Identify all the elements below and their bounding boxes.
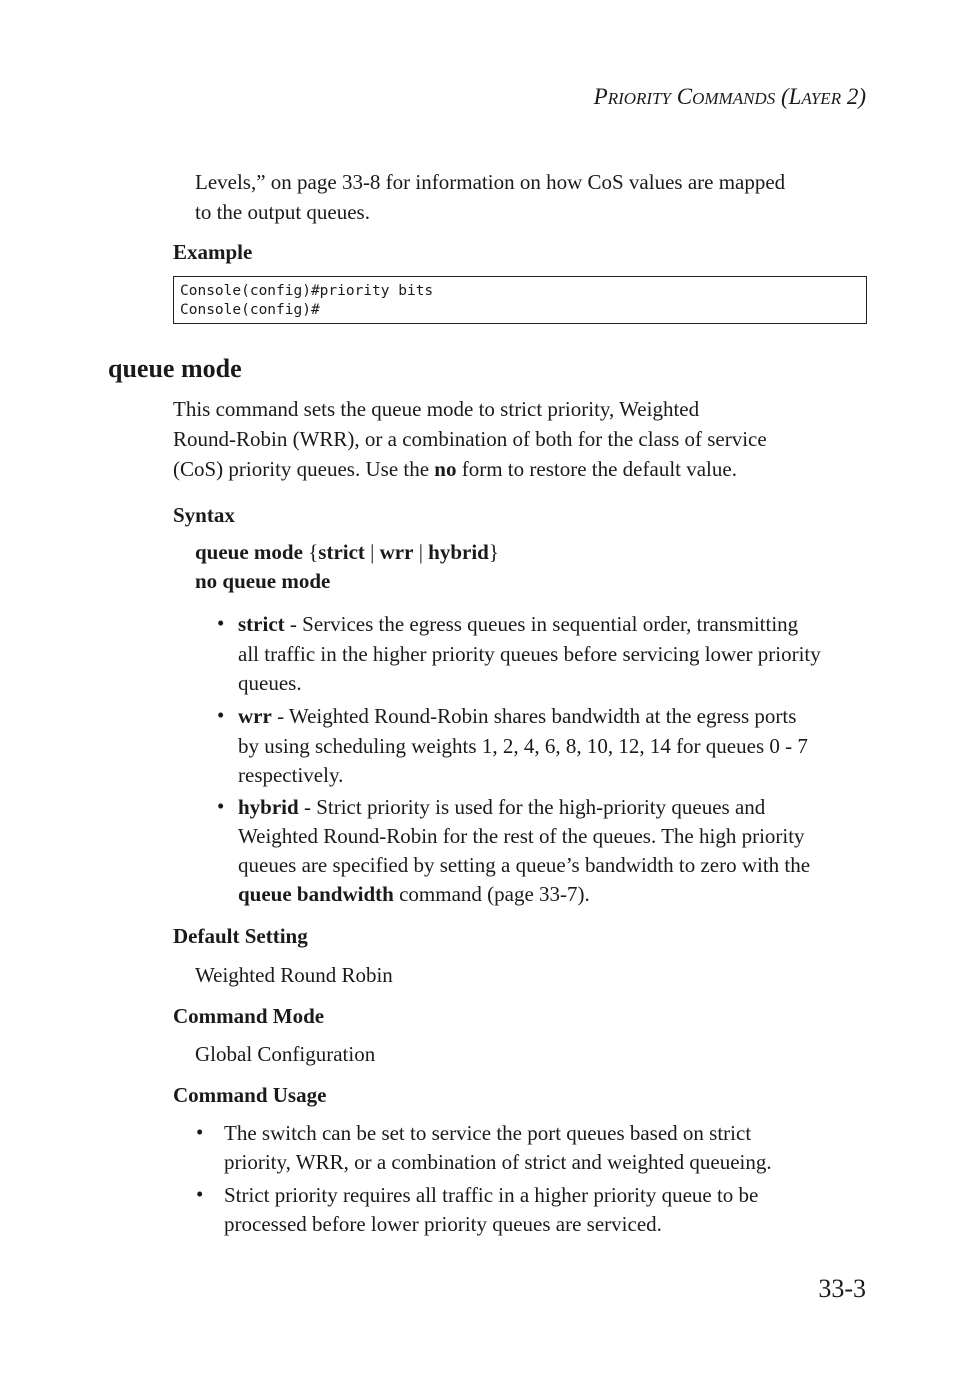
usage-item: Strict priority requires all traffic in a higher priority queue to be processed before lower priority queues are serviced.: [224, 1183, 759, 1236]
list-item-hybrid: hybrid - Strict priority is used for the high-priority queues and Weighted Round-Robin for the rest of the queues. The high priority queues are specified by setting a queue’s bandwidth to zero with the queue bandwidth command (page 33-7).: [238, 795, 811, 906]
bullet-icon: •: [217, 611, 225, 635]
list-item-strict: strict - Services the egress queues in sequential order, transmitting all traffic in the higher priority queues before servicing lower priority queues.: [238, 612, 821, 695]
code-example: [173, 276, 867, 324]
code-line: Console(config)#priority bits: [180, 283, 434, 299]
no-syntax-command: no queue mode: [195, 569, 331, 593]
command-usage-heading: Command Usage: [173, 1083, 327, 1107]
syntax-command: queue mode {strict | wrr | hybrid}: [195, 540, 499, 564]
command-mode-heading: Command Mode: [173, 1004, 325, 1028]
default-setting-value: Weighted Round Robin: [195, 963, 393, 987]
list-item-wrr: wrr - Weighted Round-Robin shares bandwidth at the egress ports by using scheduling weights 1, 2, 4, 6, 8, 10, 12, 14 for queues 0 - 7 respectively.: [238, 704, 808, 787]
running-header: PRIORITY COMMANDS (LAYER 2): [593, 84, 866, 109]
example-heading: Example: [173, 240, 253, 264]
bullet-icon: •: [196, 1120, 204, 1144]
bullet-icon: •: [217, 794, 225, 818]
bullet-icon: •: [217, 703, 225, 727]
bullet-icon: •: [196, 1182, 204, 1206]
intro-paragraph: Levels,” on page 33-8 for information on how CoS values are mapped to the output queues.: [195, 170, 786, 224]
syntax-heading: Syntax: [173, 503, 235, 527]
syntax-commands: [195, 538, 499, 596]
command-mode-value: Global Configuration: [195, 1042, 376, 1066]
section-title: queue mode: [108, 354, 242, 383]
code-line: Console(config)#: [180, 302, 320, 318]
usage-item: The switch can be set to service the port queues based on strict priority, WRR, or a combination of strict and weighted queueing.: [224, 1121, 772, 1174]
section-description: This command sets the queue mode to strict priority, Weighted Round-Robin (WRR), or a combination of both for the class of service (CoS) priority queues. Use the no form to restore the default value.: [173, 397, 767, 481]
default-setting-heading: Default Setting: [173, 924, 308, 948]
page-number: 33-3: [818, 1274, 866, 1303]
